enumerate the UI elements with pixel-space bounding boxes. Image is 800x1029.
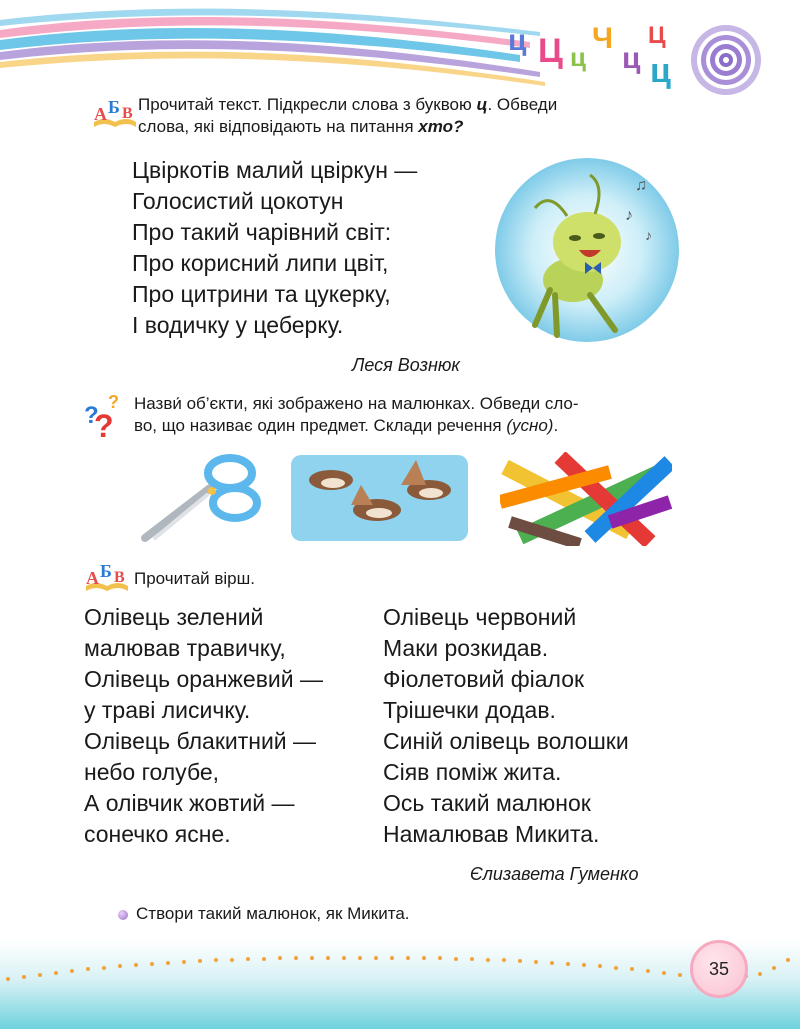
abv-letter-b: Б (100, 561, 112, 581)
poem-line: Олівець оранжевий — (84, 666, 324, 692)
poem-line: Фіолетовий фіалок (383, 666, 585, 692)
scissors-image (135, 453, 265, 543)
poem-line: І водичку у цеберку. (132, 312, 344, 338)
abv-letter-a: А (86, 568, 99, 588)
letter-ts: ц (650, 52, 671, 90)
task1-letter: ц (476, 95, 488, 114)
cricket-image (495, 150, 685, 350)
abv-letter-v: В (122, 105, 133, 122)
poem-line: Олівець червоний (383, 604, 577, 630)
poem-line: Олівець зелений (84, 604, 264, 630)
poem-line: небо голубе, (84, 759, 220, 785)
poem-line: у траві лисичку. (84, 697, 251, 723)
poem-line: А олівчик жовтий — (84, 790, 295, 816)
poem-pencils-right (383, 602, 629, 850)
task2-text: во, що називає один предмет. Склади речення (134, 416, 507, 435)
task1-question: хто? (418, 117, 464, 136)
poem-line: Олівець блакитний — (84, 728, 317, 754)
letter-ts: ц (570, 42, 586, 72)
question-marks-icon (84, 392, 124, 444)
task1-text: слова, які відповідають на питання (138, 117, 419, 136)
pencils-image (500, 452, 672, 546)
poem-line: сонечко ясне. (84, 821, 231, 847)
svg-text:♫: ♫ (635, 177, 647, 194)
poem-line: Трішечки додав. (383, 697, 556, 723)
poem-line: Про корисний липи цвіт, (132, 250, 389, 276)
abv-book-icon (84, 560, 130, 594)
svg-text:♪: ♪ (645, 227, 652, 243)
task4-instruction: Створи такий малюнок, як Микита. (136, 904, 410, 923)
bullet-icon (118, 910, 128, 920)
task2-instruction (134, 393, 694, 437)
task1-text: Прочитай текст. Підкресли слова з буквою (138, 95, 477, 114)
page-number-text: 35 (708, 958, 730, 979)
page-number (690, 940, 748, 998)
abv-letter-b: Б (108, 97, 120, 117)
abv-book-icon (92, 96, 138, 130)
poem-line: Маки розкидав. (383, 635, 549, 661)
task2-line: Назви́ об’єкти, які зображено на малюнках. Обведи сло- (134, 394, 579, 413)
question-mark: ? (108, 392, 119, 412)
poem-line: Про такий чарівний світ: (132, 219, 392, 245)
poem-line: Намалював Микита. (383, 821, 600, 847)
letter-ts: ц (622, 42, 641, 75)
poem-cricket (132, 155, 417, 341)
question-mark: ? (94, 408, 114, 444)
svg-text:♪: ♪ (625, 207, 633, 224)
poem-line: Сіяв поміж жита. (383, 759, 562, 785)
poem-pencils-left (84, 602, 323, 850)
spiral-decoration (688, 22, 764, 98)
letter-ch: Ч (592, 22, 614, 55)
poem1-author: Леся Вознюк (352, 355, 460, 375)
poem-line: Голосистий цокотун (132, 188, 344, 214)
task1-text: . Обведи (487, 95, 558, 114)
sparrows-image (291, 455, 468, 541)
letter-ts: ц (508, 24, 527, 57)
poem-line: Про цитрини та цукерку, (132, 281, 391, 307)
poem-line: малював травичку, (84, 635, 286, 661)
letter-ts: Ц (648, 22, 666, 49)
poem-line: Синій олівець волошки (383, 728, 629, 754)
task1-instruction (138, 94, 698, 138)
letter-ts: Ц (538, 32, 563, 70)
poem-line: Ось такий малюнок (383, 790, 591, 816)
dotted-line-decoration (0, 946, 800, 1026)
question-mark: ? (84, 402, 99, 429)
poem2-author: Єлизавета Гуменко (470, 864, 639, 884)
task2-text: . (553, 416, 559, 435)
poem-line: Цвіркотів малий цвіркун — (132, 157, 418, 183)
task3-instruction: Прочитай вірш. (134, 569, 256, 588)
abv-letter-v: В (114, 569, 125, 586)
abv-letter-a: А (94, 104, 107, 124)
task2-italic: (усно) (506, 416, 554, 435)
